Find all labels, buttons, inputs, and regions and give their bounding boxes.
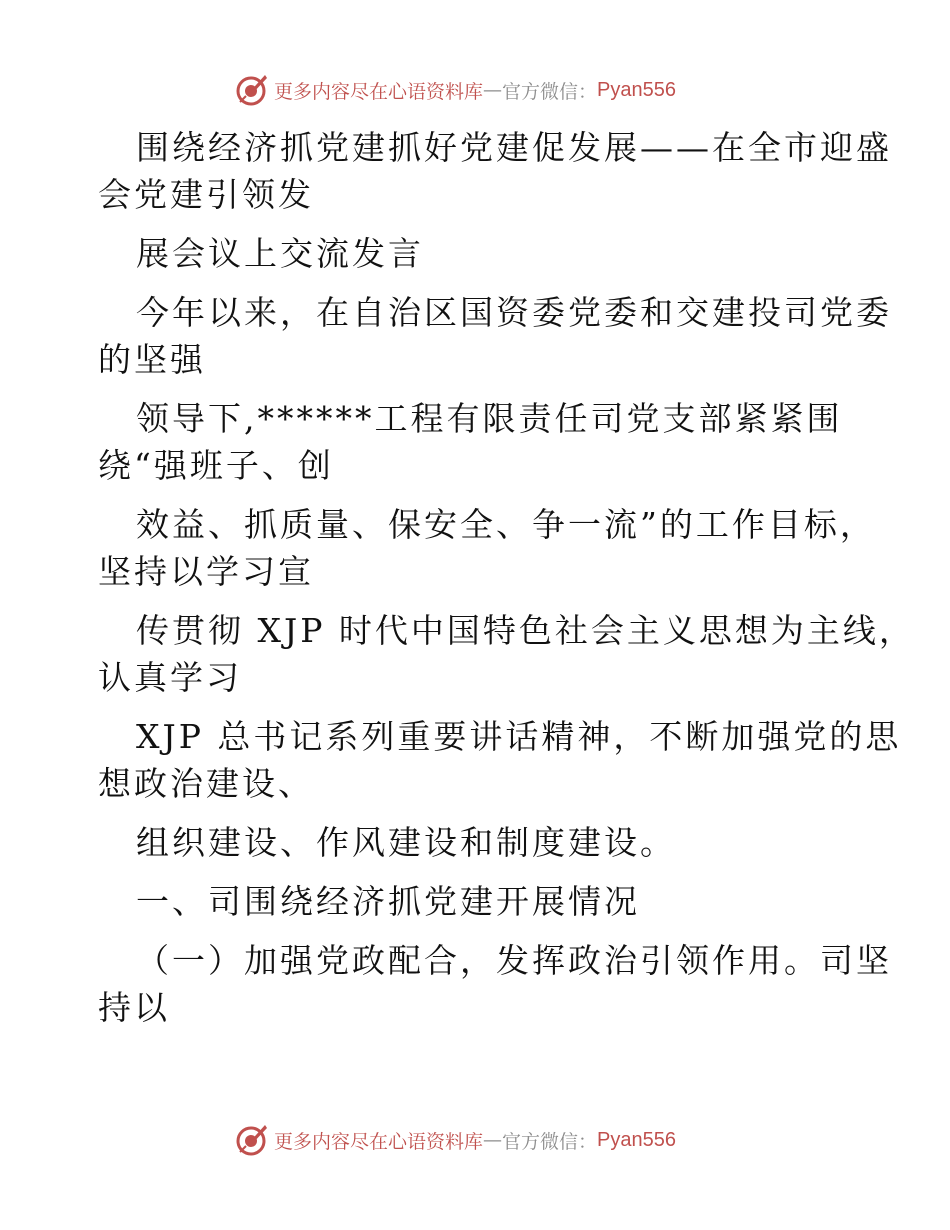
paragraph-line: 组织建设、作风建设和制度建设。 <box>136 823 676 862</box>
paragraph-line: 坚持以学习宣 <box>98 552 314 591</box>
paragraph-line: 的坚强 <box>98 340 206 379</box>
section-heading: 一、司围绕经济抓党建开展情况 <box>136 882 640 921</box>
paragraph-line: 效益、抓质量、保安全、争一流”的工作目标， <box>136 505 876 544</box>
document-body <box>98 124 915 1031</box>
paragraph-line: 会党建引领发 <box>98 175 314 214</box>
watermark-separator: — <box>483 79 503 101</box>
paragraph-line: XJP 总书记系列重要讲话精神，不断加强党的思 <box>136 717 902 756</box>
paragraph-line: 想政治建设、 <box>98 764 314 803</box>
quill-logo-icon <box>234 1122 270 1158</box>
paragraph-line: 今年以来，在自治区国资委党委和交建投司党委 <box>136 293 892 332</box>
footer-watermark <box>234 1120 714 1160</box>
watermark-wechat-id: Pyan556 <box>597 78 676 101</box>
quill-logo-icon <box>234 72 270 108</box>
watermark-official-label: 官方微信： <box>502 80 598 103</box>
paragraph-line: （一）加强党政配合，发挥政治引领作用。司坚 <box>136 941 892 980</box>
paragraph-line: 认真学习 <box>98 658 242 697</box>
paragraph-line: 持以 <box>98 988 170 1027</box>
watermark-official-label: 官方微信： <box>502 1130 598 1153</box>
paragraph-line: 传贯彻 XJP 时代中国特色社会主义思想为主线， <box>136 611 915 650</box>
paragraph-line: 绕“强班子、创 <box>98 446 334 485</box>
paragraph-line: 围绕经济抓党建抓好党建促发展——在全市迎盛 <box>136 128 892 167</box>
watermark-separator: — <box>483 1129 503 1151</box>
header-watermark <box>234 70 714 110</box>
paragraph-line: 展会议上交流发言 <box>136 234 424 273</box>
watermark-text: 更多内容尽在心语资料库 <box>274 80 484 103</box>
watermark-text: 更多内容尽在心语资料库 <box>274 1130 484 1153</box>
watermark-wechat-id: Pyan556 <box>597 1128 676 1151</box>
paragraph-line: 领导下,******工程有限责任司党支部紧紧围 <box>136 399 843 438</box>
